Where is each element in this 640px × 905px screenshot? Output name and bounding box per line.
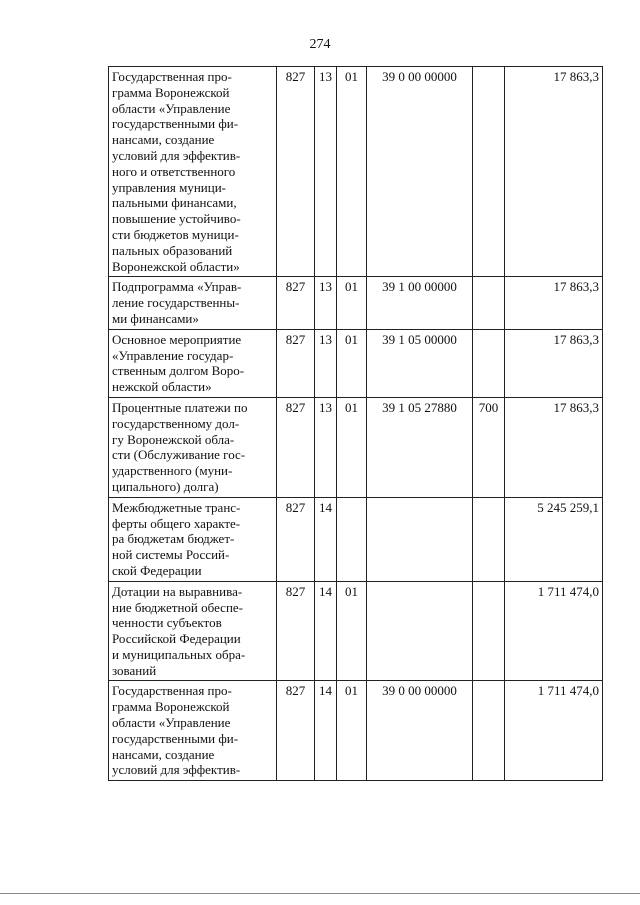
expense-type-cell: 700 (473, 397, 505, 497)
section-code-cell: 14 (315, 681, 337, 781)
target-article-cell: 39 0 00 00000 (367, 681, 473, 781)
item-name-cell: Основное мероприятие «Управление государ- ственным долгом Воро- нежской области» (109, 329, 277, 397)
grbs-code-cell: 827 (277, 681, 315, 781)
page-number: 274 (309, 37, 331, 52)
target-article-cell: 39 1 00 00000 (367, 277, 473, 329)
subsection-code-cell: 01 (337, 67, 367, 277)
expense-type-cell (473, 277, 505, 329)
grbs-code-cell: 827 (277, 497, 315, 581)
subsection-code-cell: 01 (337, 397, 367, 497)
subsection-code-cell: 01 (337, 329, 367, 397)
table-row (109, 581, 603, 681)
subsection-code-cell: 01 (337, 581, 367, 681)
grbs-code-cell: 827 (277, 581, 315, 681)
section-code-cell: 14 (315, 497, 337, 581)
subsection-code-cell: 01 (337, 277, 367, 329)
section-code-cell: 14 (315, 581, 337, 681)
expense-type-cell (473, 497, 505, 581)
section-code-cell: 13 (315, 397, 337, 497)
expense-type-cell (473, 681, 505, 781)
page-bottom-rule (0, 893, 640, 894)
item-name-cell: Процентные платежи по государственному дол- гу Воронежской обла- сти (Обслуживание гос- ударственного (муни- ципального) долга) (109, 397, 277, 497)
table-row (109, 397, 603, 497)
expense-type-cell (473, 67, 505, 277)
table-row (109, 329, 603, 397)
subsection-code-cell: 01 (337, 681, 367, 781)
target-article-cell (367, 497, 473, 581)
budget-table (108, 66, 603, 781)
amount-cell: 5 245 259,1 (505, 497, 603, 581)
amount-cell: 17 863,3 (505, 397, 603, 497)
table-row (109, 497, 603, 581)
grbs-code-cell: 827 (277, 67, 315, 277)
target-article-cell: 39 1 05 27880 (367, 397, 473, 497)
table-body (109, 67, 603, 781)
item-name-cell: Межбюджетные транс- ферты общего характе- ра бюджетам бюджет- ной системы Россий- ской Федерации (109, 497, 277, 581)
amount-cell: 1 711 474,0 (505, 681, 603, 781)
section-code-cell: 13 (315, 277, 337, 329)
item-name-cell: Дотации на выравнива- ние бюджетной обеспе- ченности субъектов Российской Федерации и муниципальных обра- зований (109, 581, 277, 681)
section-code-cell: 13 (315, 67, 337, 277)
target-article-cell: 39 0 00 00000 (367, 67, 473, 277)
amount-cell: 17 863,3 (505, 67, 603, 277)
amount-cell: 17 863,3 (505, 329, 603, 397)
table-row (109, 277, 603, 329)
grbs-code-cell: 827 (277, 277, 315, 329)
table-row (109, 67, 603, 277)
item-name-cell: Государственная про- грамма Воронежской области «Управление государственными фи- нансами, создание условий для эффектив- (109, 681, 277, 781)
grbs-code-cell: 827 (277, 397, 315, 497)
target-article-cell: 39 1 05 00000 (367, 329, 473, 397)
item-name-cell: Государственная про- грамма Воронежской области «Управление государственными фи- нансами, создание условий для эффектив- ного и ответственного управления муници- пальными финансами, повышение устойчиво- сти бюджетов муници- пальных образований Воронежской области» (109, 67, 277, 277)
amount-cell: 17 863,3 (505, 277, 603, 329)
subsection-code-cell (337, 497, 367, 581)
item-name-cell: Подпрограмма «Управ- ление государственны- ми финансами» (109, 277, 277, 329)
expense-type-cell (473, 329, 505, 397)
target-article-cell (367, 581, 473, 681)
section-code-cell: 13 (315, 329, 337, 397)
amount-cell: 1 711 474,0 (505, 581, 603, 681)
table-row (109, 681, 603, 781)
grbs-code-cell: 827 (277, 329, 315, 397)
expense-type-cell (473, 581, 505, 681)
